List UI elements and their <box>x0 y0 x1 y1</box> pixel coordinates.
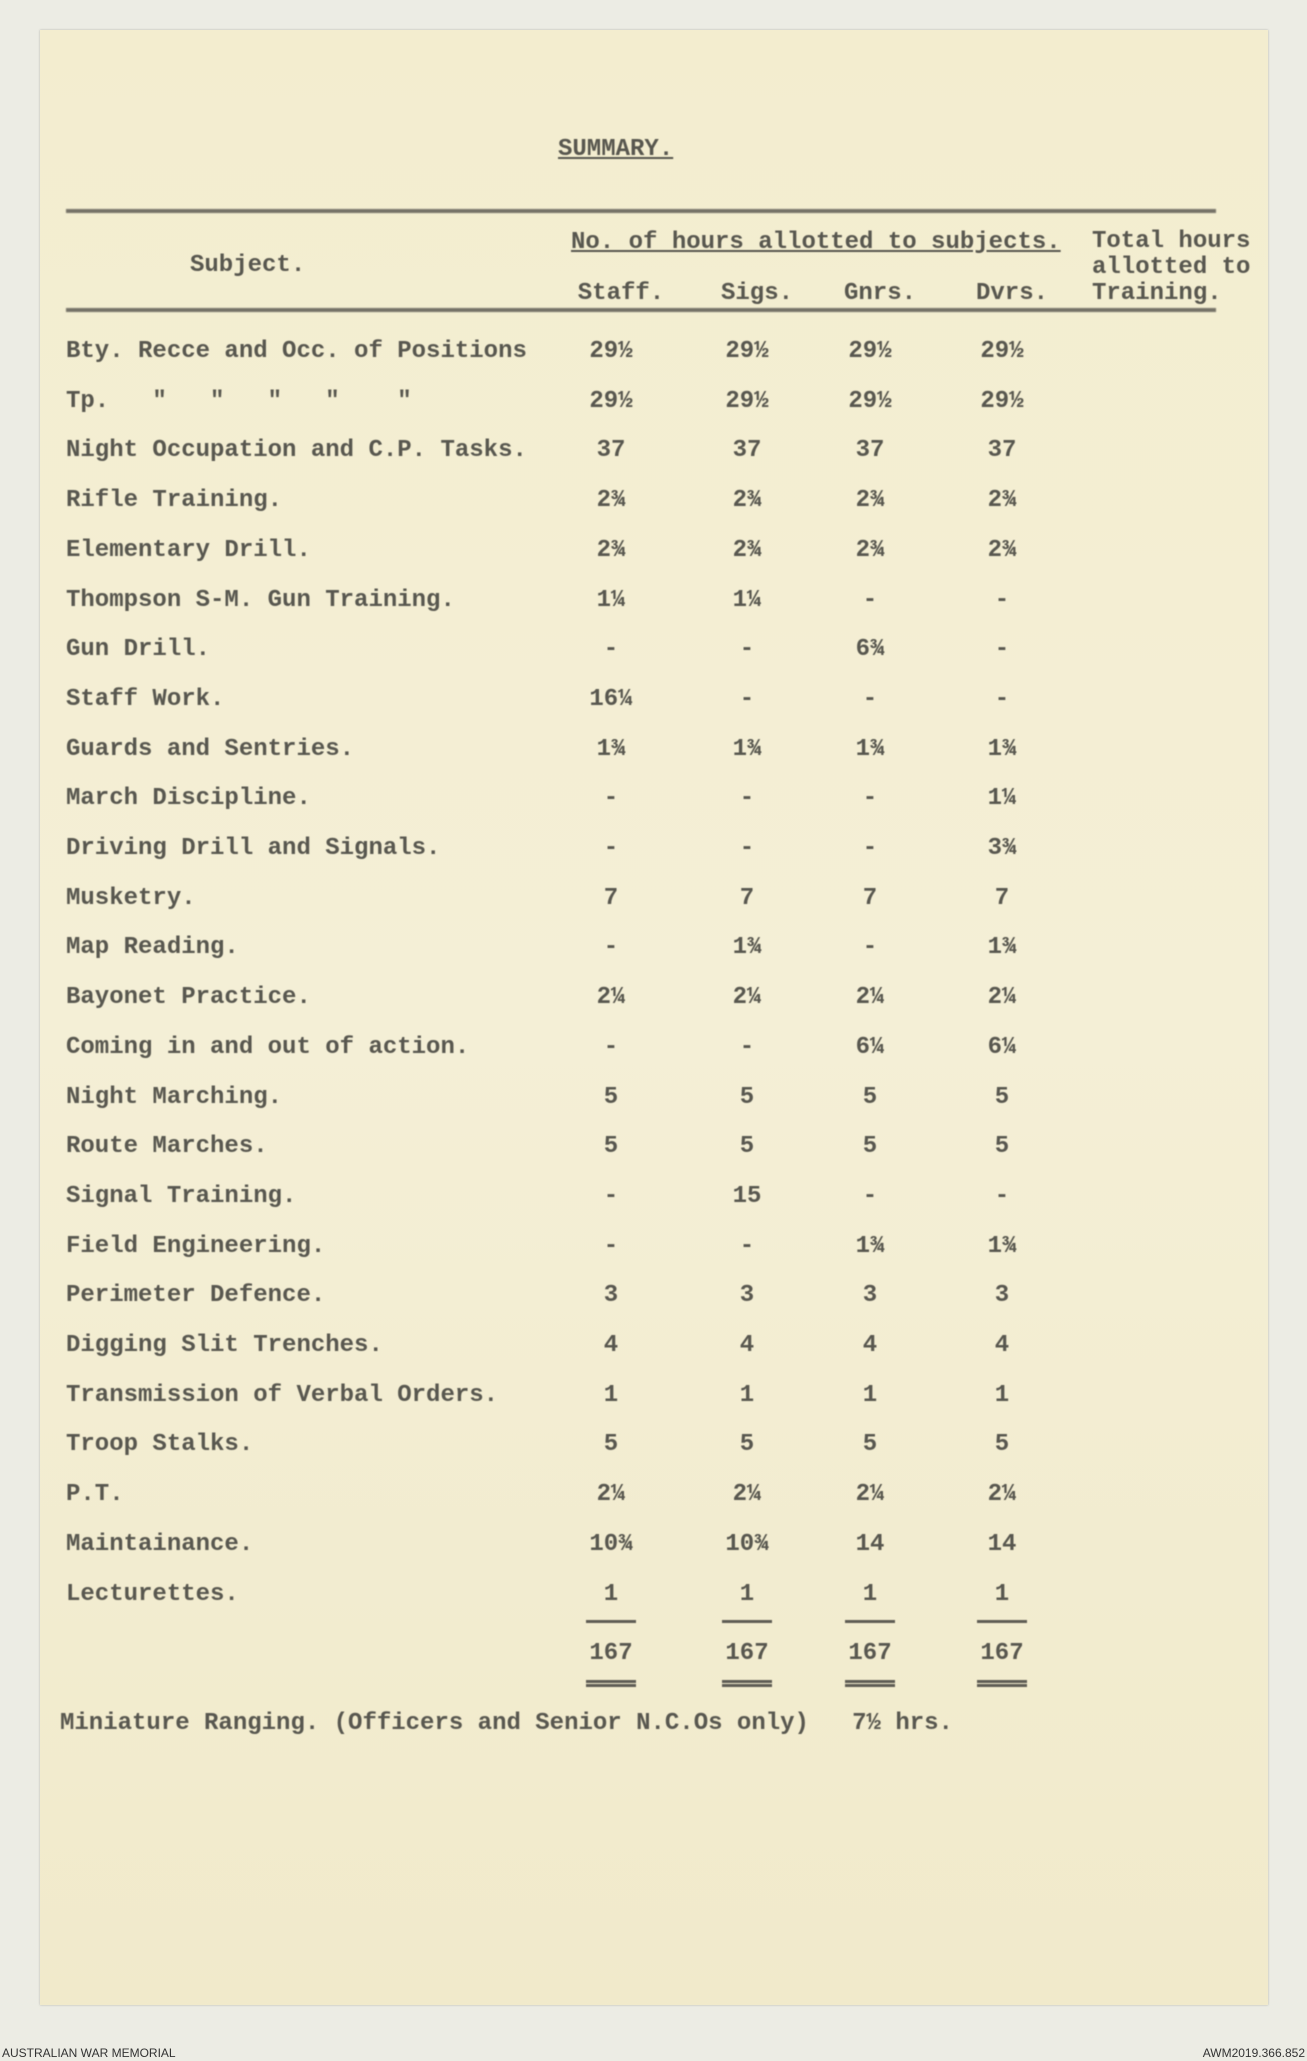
table-row <box>0 1531 1307 1581</box>
row-hours-gnrs: 5 <box>862 1083 878 1111</box>
row-hours-sigs: 2¾ <box>732 487 762 515</box>
row-subject: Night Marching. <box>66 1083 283 1111</box>
row-hours-gnrs: - <box>862 785 878 813</box>
row-hours-gnrs: 2¼ <box>855 1481 885 1509</box>
table-row <box>0 835 1307 885</box>
row-subject: Route Marches. <box>66 1133 268 1161</box>
table-row <box>0 1034 1307 1084</box>
row-subject: Musketry. <box>66 884 196 912</box>
row-hours-sigs: - <box>739 685 755 713</box>
row-subject: Troop Stalks. <box>66 1431 254 1459</box>
table-row <box>0 437 1307 487</box>
table-row <box>0 934 1307 984</box>
total-dvrs: 167 <box>980 1640 1024 1667</box>
table-row <box>0 1084 1307 1134</box>
row-hours-gnrs: 1¾ <box>855 735 885 763</box>
top-rule <box>66 209 1216 213</box>
header-dvrs: Dvrs. <box>975 280 1048 307</box>
row-hours-dvrs: - <box>994 636 1010 664</box>
row-hours-sigs: 1¼ <box>732 586 762 614</box>
row-hours-staff: 1 <box>603 1580 619 1608</box>
total-double-underline <box>977 1680 1027 1687</box>
row-hours-gnrs: - <box>862 1182 878 1210</box>
row-hours-gnrs: 37 <box>855 437 885 465</box>
header-hours-group: No. of hours allotted to subjects. <box>571 229 1061 256</box>
table-row <box>0 1332 1307 1382</box>
row-hours-staff: 10¾ <box>589 1530 633 1558</box>
header-total-line: Total hours <box>1092 228 1251 255</box>
row-hours-staff: 5 <box>603 1133 619 1161</box>
row-hours-staff: 1¼ <box>596 586 626 614</box>
header-gnrs: Gnrs. <box>843 280 916 307</box>
miniature-ranging-note: Miniature Ranging. (Officers and Senior N.C.Os only) 7½ hrs. <box>60 1710 953 1737</box>
row-hours-dvrs: 29½ <box>980 338 1024 365</box>
row-hours-gnrs: - <box>862 586 878 614</box>
row-hours-sigs: 4 <box>739 1332 755 1359</box>
row-hours-gnrs: 2¼ <box>855 984 885 1012</box>
row-hours-sigs: 3 <box>739 1282 755 1310</box>
row-hours-sigs: 1 <box>739 1580 755 1608</box>
table-row <box>0 537 1307 587</box>
row-hours-staff: 16¼ <box>589 685 633 713</box>
row-hours-staff: - <box>603 1182 619 1210</box>
sum-underline <box>586 1620 636 1623</box>
row-subject: Gun Drill. <box>66 636 211 664</box>
row-subject: Lecturettes. <box>66 1580 239 1608</box>
row-hours-gnrs: 2¾ <box>855 536 885 564</box>
row-hours-gnrs: 6¾ <box>855 636 885 664</box>
row-hours-gnrs: 1 <box>862 1381 878 1409</box>
header-total-line: allotted to <box>1092 254 1251 281</box>
row-hours-dvrs: 2¼ <box>987 984 1017 1012</box>
row-hours-gnrs: - <box>862 835 878 862</box>
row-hours-staff: 1 <box>603 1381 619 1409</box>
row-hours-sigs: 5 <box>739 1083 755 1111</box>
table-row <box>0 587 1307 637</box>
row-hours-sigs: 10¾ <box>725 1530 769 1558</box>
row-hours-staff: 5 <box>603 1083 619 1111</box>
row-hours-gnrs: 2¾ <box>855 487 885 515</box>
row-hours-sigs: - <box>739 835 755 862</box>
table-row <box>0 1382 1307 1432</box>
row-hours-gnrs: 4 <box>862 1332 878 1359</box>
row-hours-staff: - <box>603 636 619 664</box>
row-subject: Maintainance. <box>66 1530 254 1558</box>
row-hours-sigs: 1 <box>739 1381 755 1409</box>
row-hours-staff: - <box>603 785 619 813</box>
row-hours-dvrs: 37 <box>987 437 1017 465</box>
row-hours-staff: 2¾ <box>596 536 626 564</box>
row-hours-staff: - <box>603 1232 619 1260</box>
row-hours-sigs: 1¾ <box>732 735 762 763</box>
row-hours-gnrs: 7 <box>862 884 878 912</box>
row-hours-gnrs: 5 <box>862 1431 878 1459</box>
table-row <box>0 1481 1307 1531</box>
row-hours-gnrs: 1¾ <box>855 1232 885 1260</box>
row-hours-staff: 3 <box>603 1282 619 1310</box>
row-hours-dvrs: 2¼ <box>987 1481 1017 1509</box>
row-hours-staff: 4 <box>603 1332 619 1359</box>
header-total-line: Training. <box>1092 280 1222 307</box>
footer-accession-number: AWM2019.366.852 <box>1202 2046 1305 2060</box>
row-hours-gnrs: 14 <box>855 1530 885 1558</box>
row-subject: Map Reading. <box>66 934 239 962</box>
table-row <box>0 1581 1307 1631</box>
row-subject: Thompson S-M. Gun Training. <box>66 586 455 614</box>
row-hours-dvrs: - <box>994 685 1010 713</box>
row-hours-staff: - <box>603 835 619 862</box>
footer-credit: AUSTRALIAN WAR MEMORIAL <box>2 2046 176 2060</box>
row-hours-staff: 37 <box>596 437 626 465</box>
row-hours-staff: - <box>603 1033 619 1061</box>
row-hours-dvrs: 6¼ <box>987 1033 1017 1061</box>
row-hours-sigs: 5 <box>739 1133 755 1161</box>
row-hours-staff: 5 <box>603 1431 619 1459</box>
row-hours-sigs: 15 <box>732 1182 762 1210</box>
row-subject: Elementary Drill. <box>66 536 311 564</box>
row-hours-sigs: 5 <box>739 1431 755 1459</box>
table-row <box>0 636 1307 686</box>
table-row <box>0 1133 1307 1183</box>
header-subject: Subject. <box>190 252 306 279</box>
row-subject: Staff Work. <box>66 685 225 713</box>
row-hours-sigs: - <box>739 636 755 664</box>
row-hours-staff: 7 <box>603 884 619 912</box>
table-row <box>0 1233 1307 1283</box>
header-sigs: Sigs. <box>720 280 793 307</box>
row-hours-sigs: 1¾ <box>732 934 762 962</box>
row-hours-staff: 29½ <box>589 387 633 415</box>
row-hours-dvrs: 1 <box>994 1580 1010 1608</box>
row-hours-staff: 1¾ <box>596 735 626 763</box>
row-hours-sigs: 7 <box>739 884 755 912</box>
table-row <box>0 984 1307 1034</box>
row-hours-staff: 29½ <box>589 338 633 365</box>
sum-underline <box>977 1620 1027 1623</box>
sum-underline <box>845 1620 895 1623</box>
row-hours-gnrs: 1 <box>862 1580 878 1608</box>
row-subject: Guards and Sentries. <box>66 735 355 763</box>
row-hours-sigs: - <box>739 1033 755 1061</box>
row-hours-dvrs: 29½ <box>980 387 1024 415</box>
row-hours-dvrs: 1¾ <box>987 735 1017 763</box>
row-hours-sigs: - <box>739 785 755 813</box>
row-hours-sigs: 29½ <box>725 338 769 365</box>
table-row <box>0 388 1307 438</box>
table-row <box>0 1282 1307 1332</box>
row-subject: Coming in and out of action. <box>66 1033 470 1061</box>
row-hours-gnrs: 29½ <box>848 338 892 365</box>
row-hours-gnrs: - <box>862 685 878 713</box>
row-hours-sigs: 2¾ <box>732 536 762 564</box>
table-row <box>0 1183 1307 1233</box>
total-double-underline <box>722 1680 772 1687</box>
row-hours-dvrs: - <box>994 586 1010 614</box>
header-total-hours <box>1092 229 1250 307</box>
row-hours-sigs: 2¼ <box>732 984 762 1012</box>
row-hours-staff: - <box>603 934 619 962</box>
row-subject: Field Engineering. <box>66 1232 326 1260</box>
row-hours-sigs: 37 <box>732 437 762 465</box>
header-rule <box>66 308 1216 312</box>
table-row <box>0 338 1307 388</box>
total-gnrs: 167 <box>848 1640 892 1667</box>
row-hours-sigs: - <box>739 1232 755 1260</box>
sum-underline <box>722 1620 772 1623</box>
total-sigs: 167 <box>725 1640 769 1667</box>
table-row <box>0 1431 1307 1481</box>
row-hours-gnrs: 3 <box>862 1282 878 1310</box>
row-hours-staff: 2¾ <box>596 487 626 515</box>
table-row <box>0 686 1307 736</box>
row-subject: Driving Drill and Signals. <box>66 835 441 862</box>
row-subject: Digging Slit Trenches. <box>66 1332 383 1359</box>
row-subject: Rifle Training. <box>66 487 283 515</box>
row-hours-dvrs: 4 <box>994 1332 1010 1359</box>
row-hours-dvrs: 5 <box>994 1431 1010 1459</box>
row-hours-sigs: 29½ <box>725 387 769 415</box>
row-hours-gnrs: 29½ <box>848 387 892 415</box>
header-staff: Staff. <box>577 280 665 307</box>
row-hours-dvrs: 1¼ <box>987 785 1017 813</box>
row-hours-dvrs: 5 <box>994 1083 1010 1111</box>
row-subject: Tp. " " " " " <box>66 387 412 415</box>
row-subject: Signal Training. <box>66 1182 297 1210</box>
total-double-underline <box>845 1680 895 1687</box>
table-row <box>0 736 1307 786</box>
row-subject: Bayonet Practice. <box>66 984 311 1012</box>
row-hours-dvrs: 1¾ <box>987 1232 1017 1260</box>
row-hours-gnrs: - <box>862 934 878 962</box>
row-hours-dvrs: - <box>994 1182 1010 1210</box>
row-subject: Perimeter Defence. <box>66 1282 326 1310</box>
row-subject: Transmission of Verbal Orders. <box>66 1381 499 1409</box>
row-hours-staff: 2¼ <box>596 984 626 1012</box>
total-staff: 167 <box>589 1640 633 1667</box>
row-hours-staff: 2¼ <box>596 1481 626 1509</box>
row-subject: Bty. Recce and Occ. of Positions <box>66 338 527 365</box>
row-hours-dvrs: 3¾ <box>987 835 1017 862</box>
row-hours-dvrs: 5 <box>994 1133 1010 1161</box>
row-hours-gnrs: 5 <box>862 1133 878 1161</box>
row-hours-dvrs: 1 <box>994 1381 1010 1409</box>
table-row <box>0 785 1307 835</box>
total-double-underline <box>586 1680 636 1687</box>
table-row <box>0 487 1307 537</box>
row-hours-dvrs: 2¾ <box>987 487 1017 515</box>
row-hours-gnrs: 6¼ <box>855 1033 885 1061</box>
row-subject: March Discipline. <box>66 785 311 813</box>
table-row <box>0 885 1307 935</box>
row-hours-dvrs: 2¾ <box>987 536 1017 564</box>
row-subject: Night Occupation and C.P. Tasks. <box>66 437 527 465</box>
row-subject: P.T. <box>66 1481 124 1509</box>
document-title: SUMMARY. <box>558 136 674 163</box>
row-hours-dvrs: 3 <box>994 1282 1010 1310</box>
row-hours-dvrs: 1¾ <box>987 934 1017 962</box>
row-hours-dvrs: 7 <box>994 884 1010 912</box>
row-hours-sigs: 2¼ <box>732 1481 762 1509</box>
row-hours-dvrs: 14 <box>987 1530 1017 1558</box>
